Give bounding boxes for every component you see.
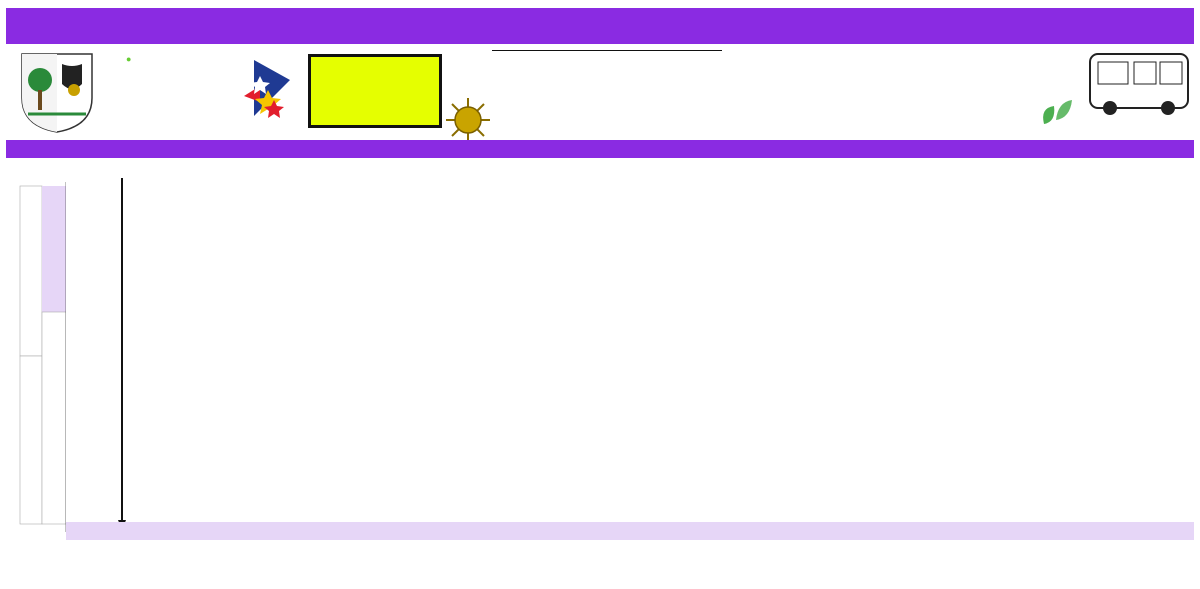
direction-label bbox=[492, 48, 722, 51]
eu-funds-logo-icon bbox=[234, 56, 304, 128]
route-line-icon bbox=[116, 176, 128, 532]
zone-fare-column bbox=[6, 176, 66, 542]
bus-icon bbox=[1084, 48, 1194, 118]
marker-icon: ● bbox=[126, 54, 132, 64]
header bbox=[6, 44, 1194, 140]
bus-logo bbox=[1084, 48, 1194, 140]
top-title-bar bbox=[6, 8, 1194, 44]
info-bar bbox=[6, 140, 1194, 158]
route-info bbox=[492, 48, 722, 61]
realtime-info bbox=[110, 54, 206, 65]
eco-leaf-icon bbox=[1038, 96, 1074, 142]
sun-icon bbox=[444, 96, 492, 144]
return-marks-row bbox=[66, 522, 1194, 540]
zone-lines bbox=[6, 176, 66, 542]
coat-of-arms-icon bbox=[18, 50, 96, 134]
line-number-badge bbox=[308, 54, 442, 128]
